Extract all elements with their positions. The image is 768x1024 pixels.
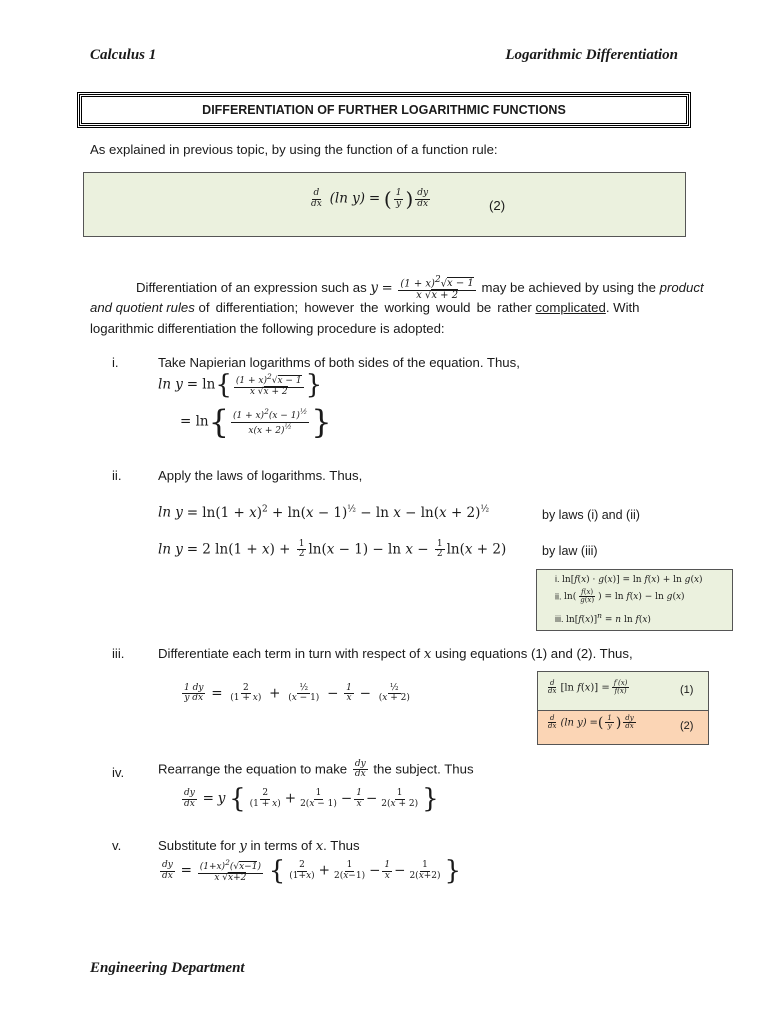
law-i: i. ln[f(x) · g(x)] = ln f(x) + ln g(x) (555, 574, 703, 585)
equation-2-number: (2) (680, 720, 694, 732)
step-number: iv. (112, 765, 125, 780)
law-label-1: by laws (i) and (ii) (542, 508, 640, 522)
equation-2: $\frac{d}{dx}$ (ln y) =( $\frac{1}{y}$ ) $\frac{dy}{dx}$ (548, 714, 634, 731)
intro-text: As explained in previous topic, by using the function of a function rule: (90, 142, 498, 157)
step-number: i. (112, 355, 119, 370)
paragraph-line3: logarithmic differentiation the following procedure is adopted: (90, 321, 445, 336)
step-text: Apply the laws of logarithms. Thus, (158, 468, 363, 483)
page-title: DIFFERENTIATION OF FURTHER LOGARITHMIC FUNCTIONS (202, 103, 566, 117)
laws-box (536, 569, 733, 631)
law-label-2: by law (iii) (542, 544, 598, 558)
step-number: iii. (112, 646, 125, 661)
equation-2-panel (538, 711, 708, 744)
chain-rule-box (83, 172, 686, 237)
footer: Engineering Department (90, 960, 245, 976)
chain-rule-equation: $\frac{d}{dx}$ (ln y) = ( $\frac{1}{y}$ ) $\frac{dy}{dx}$ (311, 187, 429, 211)
step-i-equation-1: ln y = ln{ $\frac{(1 + x)^2√x - 1}{x √x + 2}$ } (158, 370, 323, 400)
equation-1-panel (538, 672, 708, 711)
step-text: Differentiate each term in turn with respect of x using equations (1) and (2). Thus, (158, 646, 633, 662)
step-i-equation-2: = ln{ $\frac{(1 + x)^2(x - 1)^{\frac{1}{2}}}{x(x + 2)^{\frac{1}{2}}}$ } (180, 403, 332, 441)
title-box (79, 94, 689, 126)
step-text: Substitute for y in terms of x. Thus (158, 838, 360, 854)
header-right: Logarithmic Differentiation (505, 47, 678, 63)
equations-box (537, 671, 709, 745)
step-v-equation: $\frac{dy}{dx}$ = $\frac{(1+x)^2(√x-1)}{x √x+2}$ { $\frac{2}{(1+x)}$ + $\frac{1}{2(x-1)}$ − $\frac{1}{x}$ − $\frac{1}{2(x+2)}$ } (162, 856, 462, 886)
equation-1: $\frac{d}{dx}$ [ln f(x)] = $\frac{f'(x)}{f(x)}$ (548, 679, 628, 696)
paragraph-line1: Differentiation of an expression such as y = $\frac{(1 + x)^2√x - 1}{x √x + 2}$ may be achieved by using the product (136, 275, 704, 301)
paragraph-line2: and quotient rules of differentiation; however the working would be rather complicated. With (90, 300, 640, 315)
step-iv-equation: $\frac{dy}{dx}$ = y { $\frac{2}{(1 + x)}$ + $\frac{1}{2(x - 1)}$ − $\frac{1}{x}$ − $\frac{1}{2(x + 2)}$ } (184, 784, 439, 814)
step-ii-equation-2: ln y = 2 ln(1 + x) + $\frac{1}{2}$ ln(x − 1) − ln x − $\frac{1}{2}$ ln(x + 2) (158, 539, 507, 560)
step-ii-equation-1: $\ln y = \ln(1 + x)^2 + \ln(x - 1)^{\frac{1}{2}} - \ln x - \ln(x + 2)^{\frac{1}{2}}$ (158, 504, 490, 521)
law-ii: ii. ln( $\frac{f(x)}{g(x)}$ ) = ln f(x) − ln g(x) (555, 588, 685, 605)
step-text: Rearrange the equation to make $\frac{dy}{dx}$ the subject. Thus (158, 759, 474, 780)
step-text: Take Napierian logarithms of both sides of the equation. Thus, (158, 355, 520, 370)
step-iii-equation: $\frac{1 dy}{\text{y dx}}$ = $\frac{2}{(1 + x)}$ + $\frac{\text{½}}{(x - 1)}$ − $\frac{1}{x}$ − $\frac{\text{½}}{(x + 2)}$ (184, 683, 410, 704)
step-number: ii. (112, 468, 122, 483)
equation-number: (2) (489, 198, 506, 213)
equation-1-number: (1) (680, 684, 694, 696)
header-left: Calculus 1 (90, 47, 157, 63)
law-iii: iii. $\ln[f(x)]^n = n$ ln f(x) (555, 611, 651, 625)
step-number: v. (112, 838, 122, 853)
